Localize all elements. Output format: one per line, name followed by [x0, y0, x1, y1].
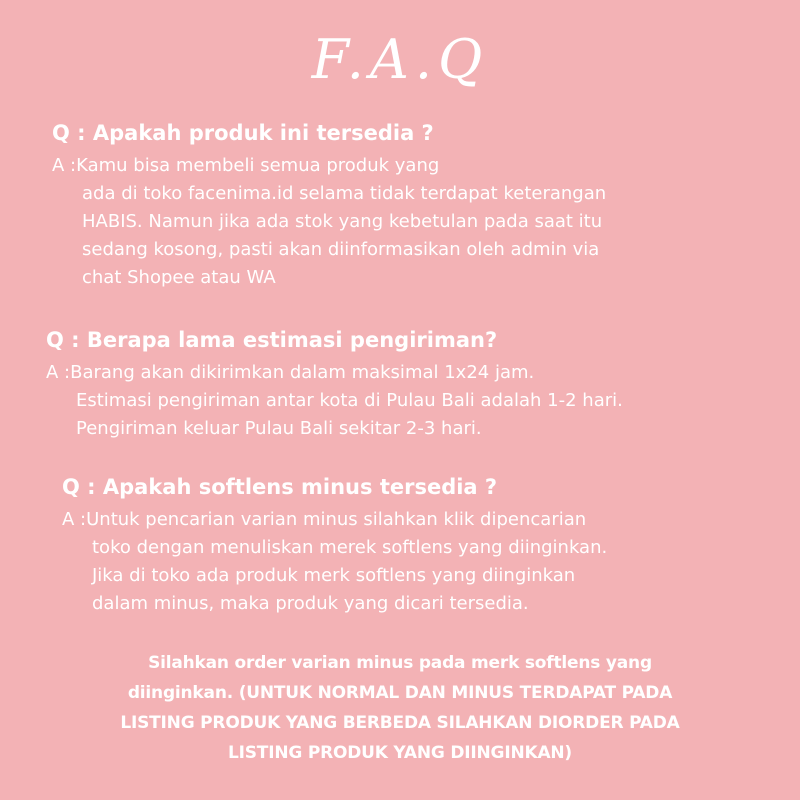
faq-item-availability: [52, 118, 606, 292]
page-title: F.A.Q: [311, 28, 489, 91]
order-note: [40, 648, 760, 768]
faq-answer-line: sedang kosong, pasti akan diinformasikan oleh admin via: [82, 239, 600, 260]
faq-answer-line: HABIS. Namun jika ada stok yang kebetulan pada saat itu: [82, 211, 603, 232]
faq-answer-line: Barang akan dikirimkan dalam maksimal 1x24 jam.: [70, 362, 535, 383]
faq-answer-line: Pengiriman keluar Pulau Bali sekitar 2-3 hari.: [76, 418, 482, 439]
faq-item-shipping: [46, 325, 623, 443]
faq-item-softlens-minus: [62, 472, 607, 618]
faq-answer-line: Kamu bisa membeli semua produk yang: [76, 155, 440, 176]
order-note-line: Silahkan order varian minus pada merk softlens yang: [148, 653, 652, 673]
faq-answer-first-line: [46, 359, 623, 387]
faq-answer-line: Estimasi pengiriman antar kota di Pulau Bali adalah 1-2 hari.: [76, 390, 623, 411]
faq-question: Q : Apakah softlens minus tersedia ?: [62, 475, 498, 499]
faq-answer-first-line: [52, 152, 606, 180]
faq-answer-line: toko dengan menuliskan merek softlens yang diinginkan.: [92, 537, 608, 558]
faq-answer-line: dalam minus, maka produk yang dicari tersedia.: [92, 593, 529, 614]
faq-answer-line: chat Shopee atau WA: [82, 267, 276, 288]
faq-answer-prefix: A :: [52, 155, 77, 176]
faq-question: Q : Berapa lama estimasi pengiriman?: [46, 328, 498, 352]
faq-answer: [46, 359, 623, 443]
order-note-line: LISTING PRODUK YANG DIINGINKAN): [228, 743, 572, 763]
faq-answer-prefix: A :: [46, 362, 71, 383]
faq-answer-prefix: A :: [62, 509, 87, 530]
order-note-line: diinginkan. (UNTUK NORMAL DAN MINUS TERDAPAT PADA: [127, 683, 673, 703]
faq-answer: [52, 152, 606, 292]
order-note-line: LISTING PRODUK YANG BERBEDA SILAHKAN DIORDER PADA: [120, 713, 680, 733]
faq-answer: [62, 506, 607, 618]
faq-answer-first-line: [62, 506, 607, 534]
faq-answer-line: ada di toko facenima.id selama tidak terdapat keterangan: [82, 183, 607, 204]
faq-question: Q : Apakah produk ini tersedia ?: [52, 121, 434, 145]
faq-answer-line: Untuk pencarian varian minus silahkan klik dipencarian: [86, 509, 587, 530]
faq-answer-line: Jika di toko ada produk merk softlens yang diinginkan: [92, 565, 576, 586]
